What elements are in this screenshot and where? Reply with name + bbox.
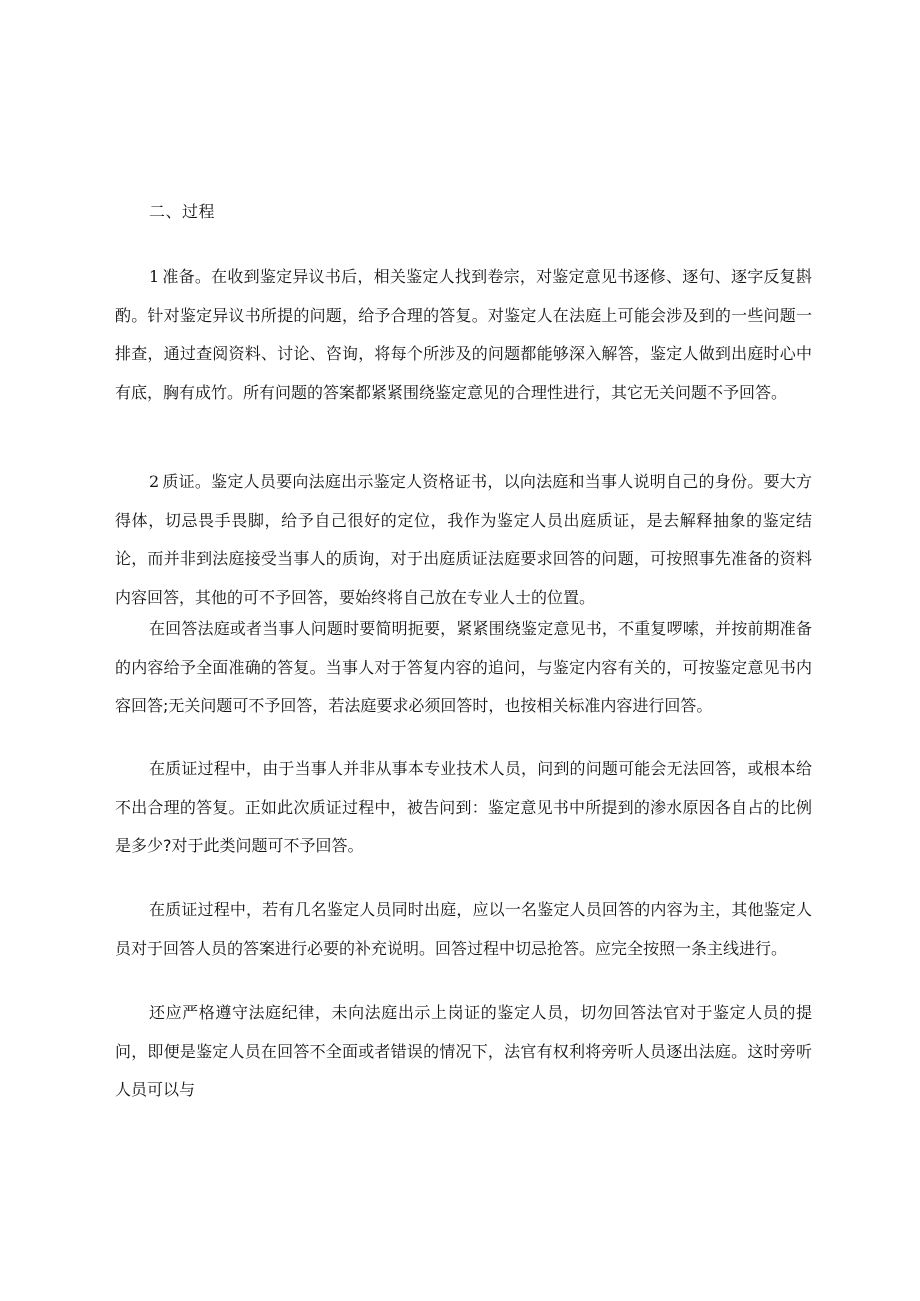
paragraph-multiple-experts bbox=[115, 891, 812, 968]
paragraph-answering-questions bbox=[115, 610, 812, 726]
paragraph-number: 1 bbox=[149, 267, 160, 286]
paragraph-text: 在质证过程中，由于当事人并非从事本专业技术人员，问到的问题可能会无法回答，或根本给不出合理的答复。正如此次质证过程中，被告问到：鉴定意见书中所提到的渗水原因各自占的比例是多少?对于此类问题可不予回答。 bbox=[115, 759, 812, 855]
paragraph-text: 在回答法庭或者当事人问题时要简明扼要，紧紧围绕鉴定意见书，不重复啰嗦，并按前期准备的内容给予全面准确的答复。当事人对于答复内容的追问，与鉴定内容有关的，可按鉴定意见书内容回答;无关问题可不予回答，若法庭要求必须回答时，也按相关标准内容进行回答。 bbox=[115, 619, 812, 715]
paragraph-text: 质证。鉴定人员要向法庭出示鉴定人资格证书，以向法庭和当事人说明自己的身份。要大方得体，切忌畏手畏脚，给予自己很好的定位，我作为鉴定人员出庭质证，是去解释抽象的鉴定结论，而并非到法庭接受当事人的质询，对于出庭质证法庭要求回答的问题，可按照事先准备的资料内容回答，其他的可不予回答，要始终将自己放在专业人士的位置。 bbox=[115, 472, 812, 607]
paragraph-preparation bbox=[115, 258, 812, 412]
paragraph-number: 2 bbox=[149, 472, 160, 491]
section-heading: 二、过程 bbox=[149, 202, 216, 221]
paragraph-text: 准备。在收到鉴定异议书后，相关鉴定人找到卷宗，对鉴定意见书逐修、逐句、逐字反复斟酌。针对鉴定异议书所提的问题，给予合理的答复。对鉴定人在法庭上可能会涉及到的一些问题一排查，通过查阅资料、讨论、咨询，将每个所涉及的问题都能够深入解答，鉴定人做到出庭时心中有底，胸有成竹。所有问题的答案都紧紧围绕鉴定意见的合理性进行，其它无关问题不予回答。 bbox=[115, 267, 812, 402]
paragraph-court-discipline bbox=[115, 994, 812, 1110]
paragraph-text: 还应严格遵守法庭纪律，未向法庭出示上岗证的鉴定人员，切勿回答法官对于鉴定人员的提问，即便是鉴定人员在回答不全面或者错误的情况下，法官有权利将旁听人员逐出法庭。这时旁听人员可以与 bbox=[115, 1003, 812, 1099]
paragraph-non-expert-questions bbox=[115, 750, 812, 866]
paragraph-cross-examination bbox=[115, 463, 812, 617]
paragraph-text: 在质证过程中，若有几名鉴定人员同时出庭，应以一名鉴定人员回答的内容为主，其他鉴定人员对于回答人员的答案进行必要的补充说明。回答过程中切忌抢答。应完全按照一条主线进行。 bbox=[115, 900, 812, 958]
